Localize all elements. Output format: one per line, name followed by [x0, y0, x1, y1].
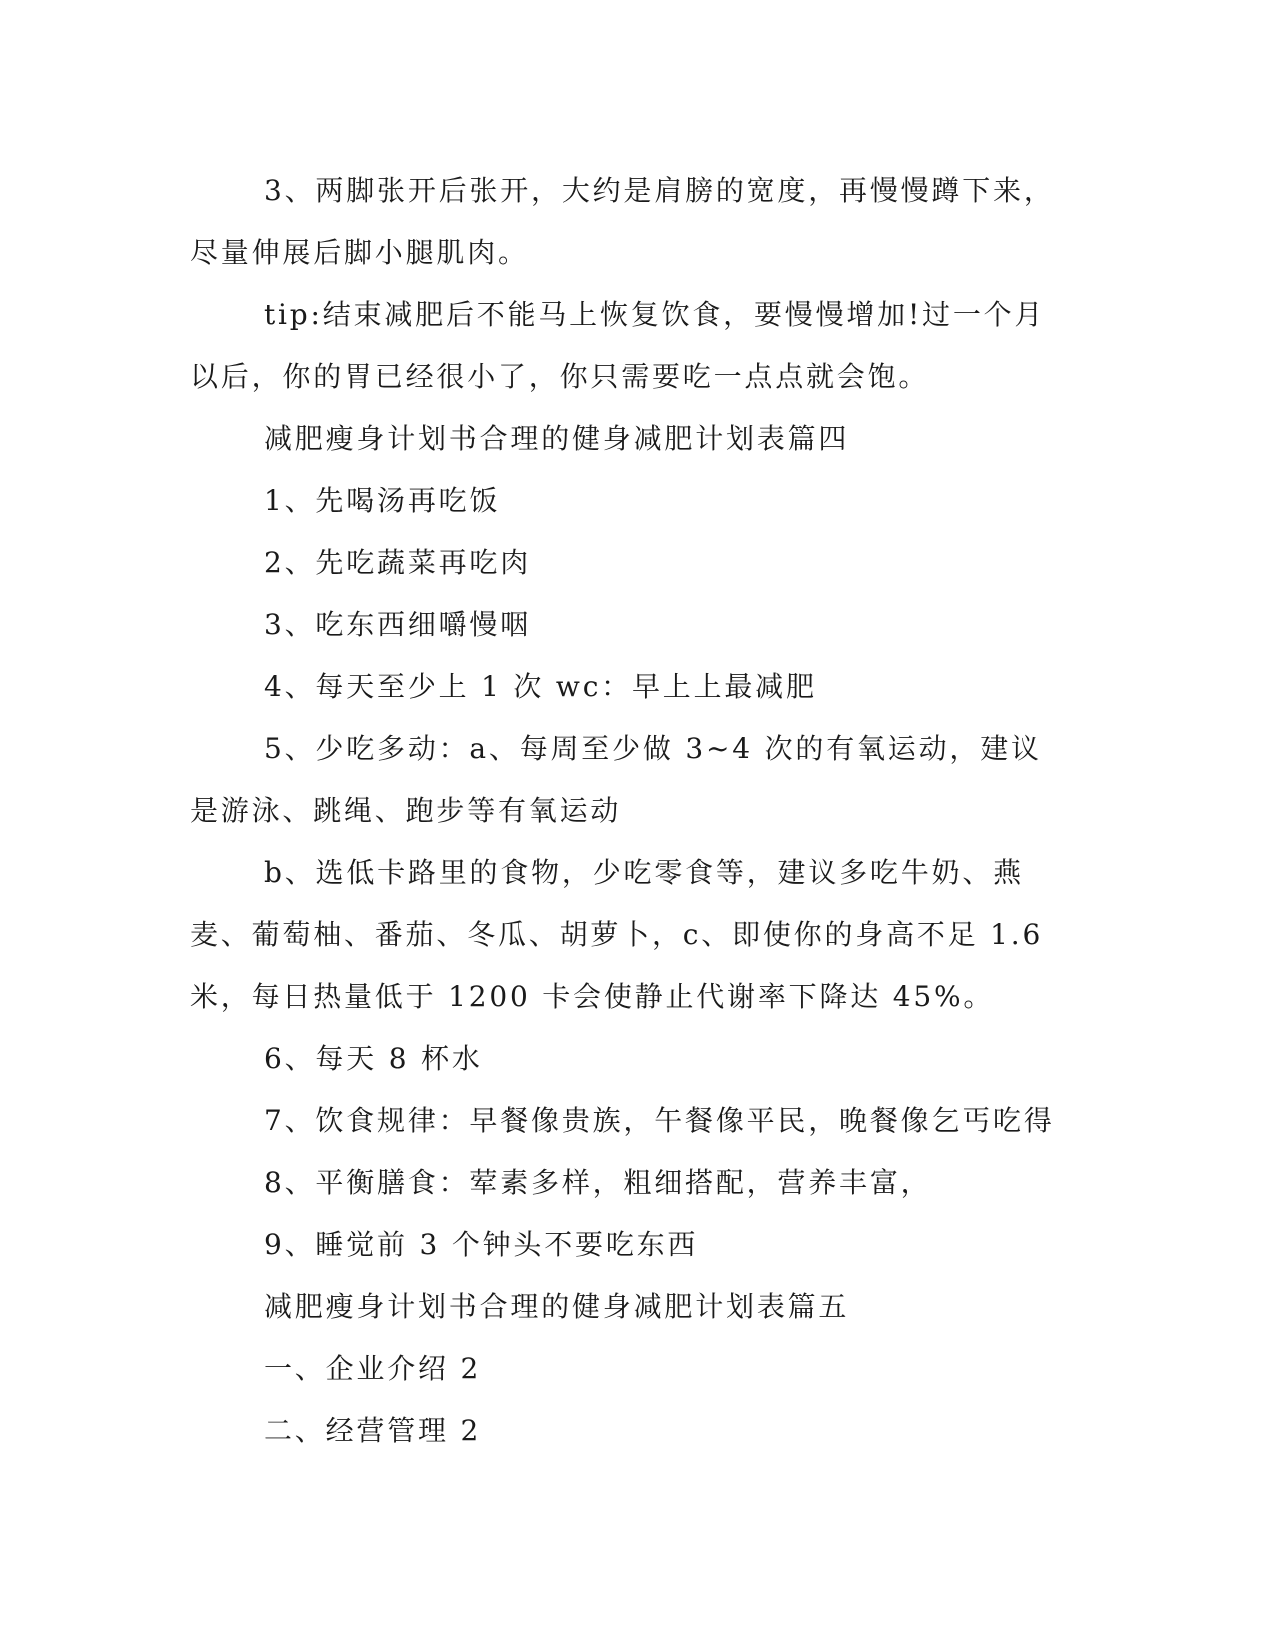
section-heading-part-4: 减肥瘦身计划书合理的健身减肥计划表篇四	[264, 422, 850, 455]
toc-item-2: 二、经营管理 2	[264, 1414, 482, 1447]
list-item-6: 6、每天 8 杯水	[264, 1042, 483, 1075]
section-heading-part-5: 减肥瘦身计划书合理的健身减肥计划表篇五	[264, 1290, 850, 1323]
list-item-9: 9、睡觉前 3 个钟头不要吃东西	[264, 1228, 699, 1261]
list-item-1: 1、先喝汤再吃饭	[264, 484, 501, 517]
toc-item-1: 一、企业介绍 2	[264, 1352, 482, 1385]
list-item-4: 4、每天至少上 1 次 wc：早上上最减肥	[264, 670, 817, 703]
list-item-3: 3、吃东西细嚼慢咽	[264, 608, 532, 641]
document-body	[190, 160, 1070, 1462]
list-item-5: 5、少吃多动：a、每周至少做 3~4 次的有氧运动，建议是游泳、跳绳、跑步等有氧运动	[190, 732, 1042, 827]
list-item-8: 8、平衡膳食：荤素多样，粗细搭配，营养丰富，	[264, 1166, 932, 1199]
list-item-7: 7、饮食规律：早餐像贵族，午餐像平民，晚餐像乞丐吃得	[264, 1104, 1055, 1137]
list-item-2: 2、先吃蔬菜再吃肉	[264, 546, 532, 579]
list-item-5b: b、选低卡路里的食物，少吃零食等，建议多吃牛奶、燕麦、葡萄柚、番茄、冬瓜、胡萝卜，c、即使你的身高不足 1.6 米，每日热量低于 1200 卡会使静止代谢率下降达 45%。	[190, 856, 1044, 1013]
paragraph-tip: tip:结束减肥后不能马上恢复饮食，要慢慢增加!过一个月以后，你的胃已经很小了，你只需要吃一点点就会饱。	[190, 298, 1046, 393]
paragraph-step-3-stretch: 3、两脚张开后张开，大约是肩膀的宽度，再慢慢蹲下来，尽量伸展后脚小腿肌肉。	[190, 174, 1055, 269]
